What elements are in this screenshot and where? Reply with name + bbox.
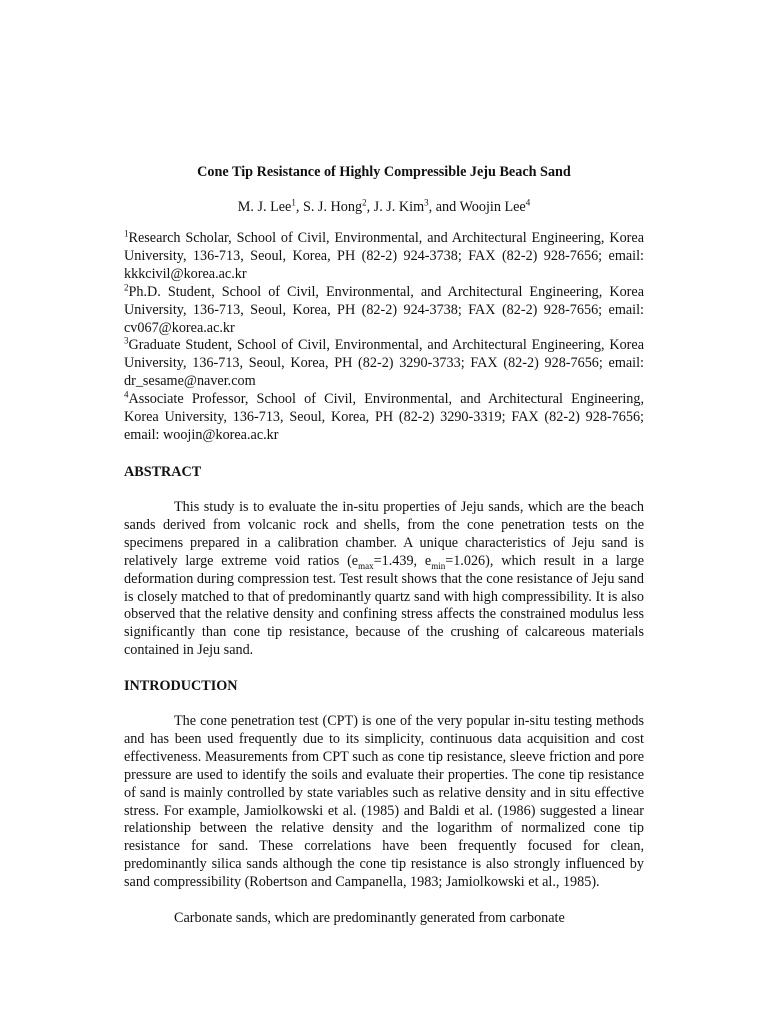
affiliation-3: $^3$Graduate Student, School of Civil, Environmental, and Architectural Engineering, Korea University, 136-713, Seoul, Korea, PH (82-2) 3290-3733; FAX (82-2) 928-7656; email: dr_sesame@naver.com: [124, 335, 644, 390]
introduction-paragraph-1: The cone penetration test (CPT) is one of the very popular in-situ testing methods and has been used frequently due to its simplicity, continuous data acquisition and cost effectiveness. Measurements from CPT such as cone tip resistance, sleeve friction and pore pressure are used to identify the soils and evaluate their properties. The cone tip resistance of sand is mainly controlled by state variables such as relative density and in situ effective stress. For example, Jamiolkowski et al. (1985) and Baldi et al. (1986) suggested a linear relationship between the relative density and the logarithm of normalized cone tip resistance for sand. These correlations have been frequently focused for clean, predominantly silica sands although the cone tip resistance is also strongly influenced by sand compressibility (Robertson and Campanella, 1983; Jamiolkowski et al., 1985).: [124, 713, 644, 891]
paper-title: Cone Tip Resistance of Highly Compressible Jeju Beach Sand: [197, 164, 571, 180]
introduction-heading: INTRODUCTION: [124, 678, 238, 694]
affiliation-4: $^4$Associate Professor, School of Civil, Environmental, and Architectural Engineering, Korea University, 136-713, Seoul, Korea, PH (82-2) 3290-3319; FAX (82-2) 928-7656; email: woojin@korea.ac.kr: [124, 389, 644, 443]
affiliations: [124, 230, 644, 445]
affiliation-2: $^2$Ph.D. Student, School of Civil, Environmental, and Architectural Engineering, Korea University, 136-713, Seoul, Korea, PH (82-2) 924-3738; FAX (82-2) 928-7656; email: cv067@korea.ac.kr: [124, 281, 644, 336]
author-line: [124, 198, 644, 216]
author-1: M. J. Lee$^1$,: [237, 197, 303, 215]
author-4: Woojin Lee$^4$: [459, 197, 531, 215]
introduction-paragraph-2: Carbonate sands, which are predominantly generated from carbonate: [174, 910, 565, 926]
author-3: J. J. Kim$^3$, and: [373, 197, 460, 215]
abstract-paragraph: This study is to evaluate the in-situ properties of Jeju sands, which are the beach sands derived from volcanic rock and shells, from the cone penetration tests on the specimens prepared in a calibration chamber. A unique characteristics of Jeju sand is relatively large extreme void ratios ($e_{max}=1.439$, $e_{min}=1.026$), which result in a large deformation during compression test. Test result shows that the cone resistance of Jeju sand is closely matched to that of predominantly quartz sand with high compressibility. It is also observed that the relative density and confining stress affects the constrained modulus less significantly than cone tip resistance, because of the crushing of calcareous materials contained in Jeju sand.: [124, 499, 644, 659]
author-2: S. J. Hong$^2$,: [302, 197, 374, 215]
affiliation-1: $^1$Research Scholar, School of Civil, Environmental, and Architectural Engineering, Korea University, 136-713, Seoul, Korea, PH (82-2) 924-3738; FAX (82-2) 928-7656; email: kkkcivil@korea.ac.kr: [124, 228, 644, 282]
abstract-heading: ABSTRACT: [124, 464, 202, 480]
